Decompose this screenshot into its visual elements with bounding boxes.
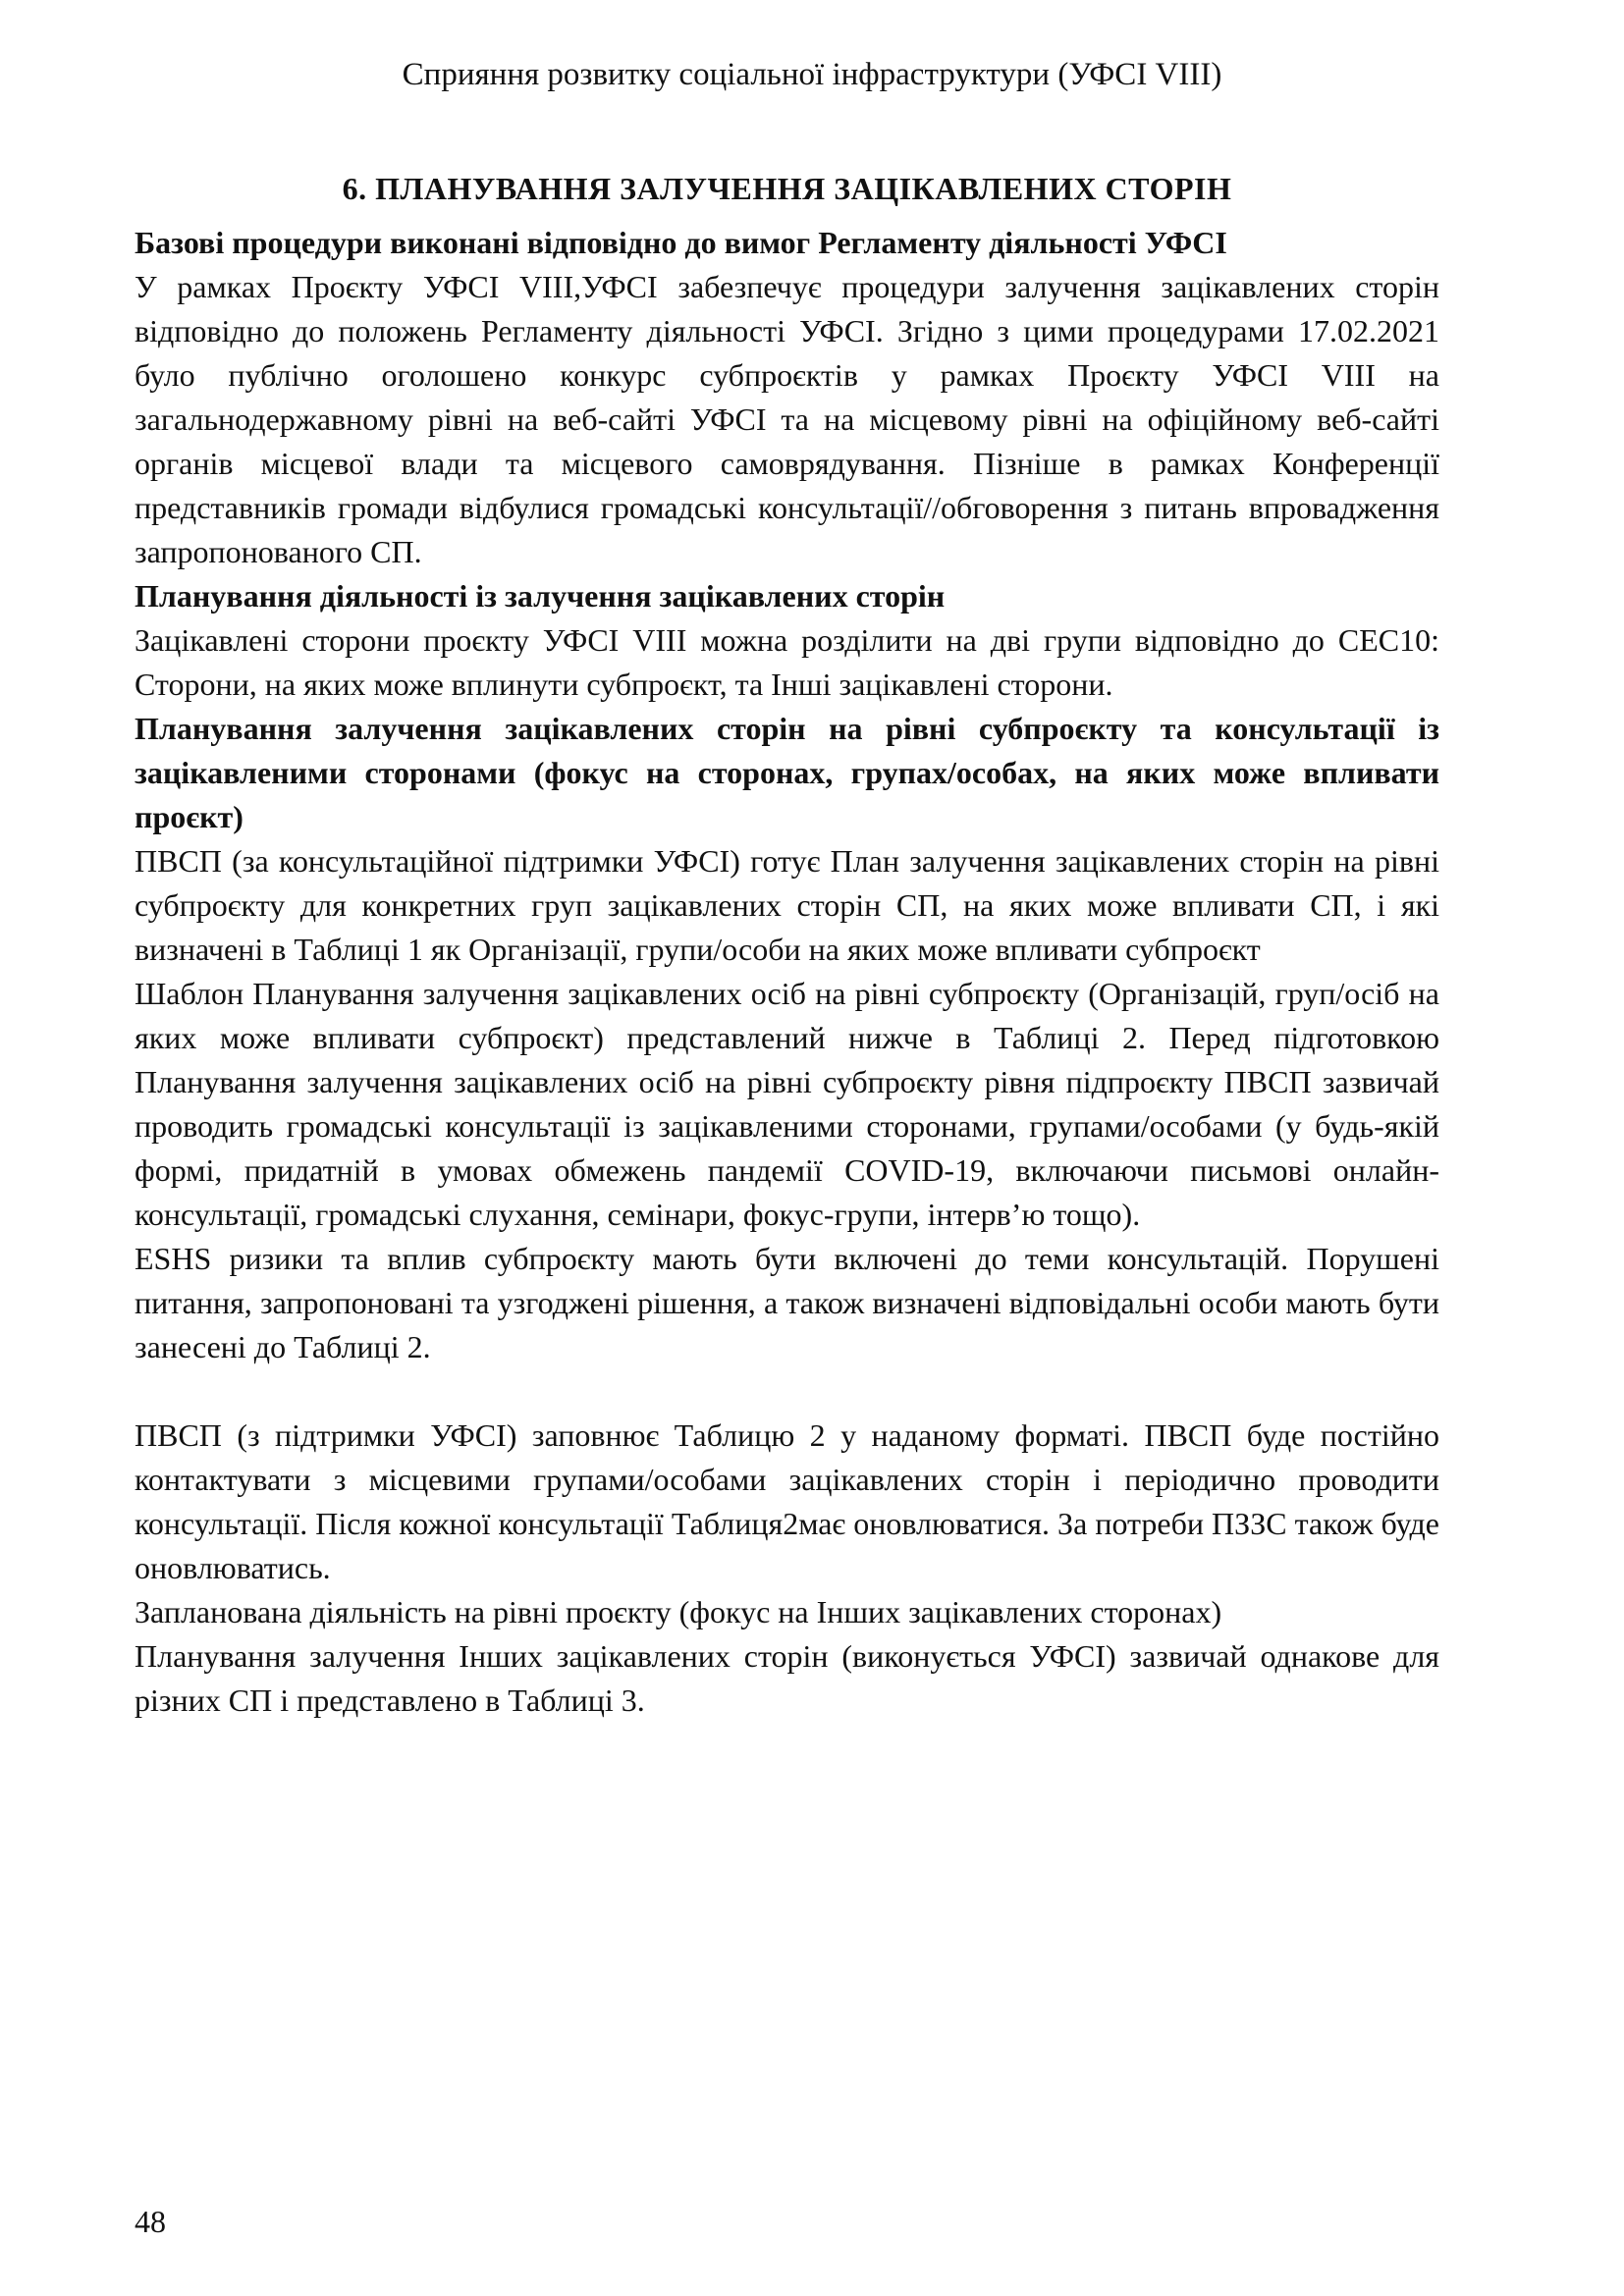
paragraph-procedures: У рамках Проєкту УФСІ VIII,УФСІ забезпечує процедури залучення зацікавлених сторін відповідно до положень Регламенту діяльності УФСІ. Згідно з цими процедурами 17.02.2021 було публічно оголошено конкурс субпроєктів у рамках Проєкту УФСІ VIII на загальнодержавному рівні на веб-сайті УФСІ та на місцевому рівні на офіційному веб-сайті органів місцевої влади та місцевого самоврядування. Пізніше в рамках Конференції представників громади відбулися громадські консультації//обговорення з питань впровадження запропонованого СП.	[135, 269, 1439, 569]
paragraph-stakeholder-groups: Зацікавлені сторони проєкту УФСІ VIII можна розділити на дві групи відповідно до СЕС10: Сторони, на яких може вплинути субпроєкт, та Інші зацікавлені сторони.	[135, 622, 1439, 702]
paragraph-template: Шаблон Планування залучення зацікавлених осіб на рівні субпроєкту (Організацій, груп/осіб на яких може впливати субпроєкт) представлений нижче в Таблиці 2. Перед підготовкою Планування залучення зацікавлених осіб на рівні субпроєкту рівня підпроєкту ПВСП зазвичай проводить громадські консультації із зацікавленими сторонами, групами/особами (у будь-якій формі, придатній в умовах обмежень пандемії COVID-19, включаючи письмові онлайн-консультації, громадські слухання, семінари, фокус-групи, інтерв’ю тощо).	[135, 976, 1439, 1232]
running-header: Сприяння розвитку соціальної інфраструктури (УФСІ VIII)	[402, 57, 1222, 92]
paragraph-table-update: ПВСП (з підтримки УФСІ) заповнює Таблицю 2 у наданому форматі. ПВСП буде постійно контактувати з місцевими групами/особами зацікавлених сторін і періодично проводити консультації. Після кожної консультації Таблиця2має оновлюватися. За потреби ПЗЗС також буде оновлюватись.	[135, 1417, 1439, 1585]
paragraph-other-stakeholders: Планування залучення Інших зацікавлених сторін (виконується УФСІ) зазвичай однакове для різних СП і представлено в Таблиці 3.	[135, 1638, 1439, 1718]
paragraph-gap	[135, 1369, 1439, 1414]
page-number: 48	[135, 2204, 166, 2239]
paragraph-project-level: Запланована діяльність на рівні проєкту (фокус на Інших зацікавлених сторонах)	[135, 1594, 1222, 1629]
subheading-subproject-engagement: Планування залучення зацікавлених сторін на рівні субпроєкту та консультації із зацікавленими сторонами (фокус на сторонах, групах/особах, на яких може впливати проєкт)	[135, 711, 1439, 834]
paragraph-pvsp-plan: ПВСП (за консультаційної підтримки УФСІ) готує План залучення зацікавлених сторін на рівні субпроєкту для конкретних груп зацікавлених сторін СП, на яких може впливати СП, і які визначені в Таблиці 1 як Організації, групи/особи на яких може впливати субпроєкт	[135, 843, 1439, 967]
subheading-activity-planning: Планування діяльності із залучення зацікавлених сторін	[135, 578, 946, 614]
subheading-basic-procedures: Базові процедури виконані відповідно до вимог Регламенту діяльності УФСІ	[135, 225, 1227, 260]
page-content	[135, 167, 1439, 1723]
paragraph-eshs-risks: ESHS ризики та вплив субпроєкту мають бути включені до теми консультацій. Порушені питання, запропоновані та узгоджені рішення, а також визначені відповідальні особи мають бути занесені до Таблиці 2.	[135, 1241, 1439, 1364]
section-heading: 6. ПЛАНУВАННЯ ЗАЛУЧЕННЯ ЗАЦІКАВЛЕНИХ СТОРІН	[342, 171, 1232, 206]
